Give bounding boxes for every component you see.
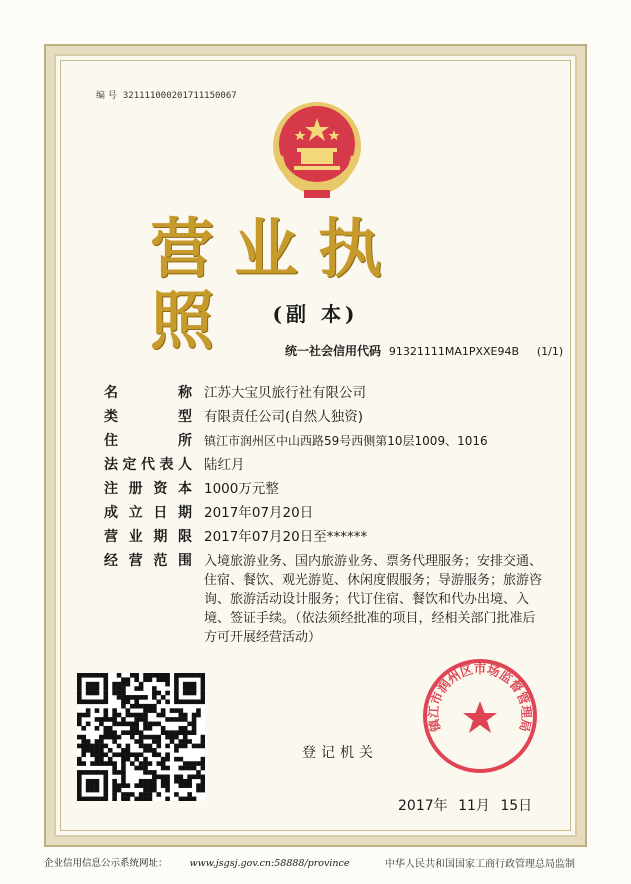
credit-code-value: 91321111MA1PXXE94B: [388, 345, 520, 358]
serial-value: 321111000201711150067: [122, 91, 237, 101]
field-label-capital: [104, 477, 192, 501]
field-row: [104, 381, 544, 405]
document-title: 营业执照: [150, 212, 402, 359]
label-char: 业: [128, 529, 143, 545]
serial-label: 编 号: [96, 91, 117, 101]
registration-authority: 登记机关: [302, 745, 378, 761]
field-label-type: [104, 405, 192, 429]
field-label-legal-rep: [104, 453, 192, 477]
field-label-name: [104, 381, 192, 405]
label-char: 成: [104, 505, 118, 521]
label-char: 注: [104, 481, 118, 497]
label-char: 定: [122, 457, 137, 473]
field-value-scope: 入境旅游业务、国内旅游业务、票务代理服务；安排交通、住宿、餐饮、观光游览、休闲度假服务；导游服务；旅游咨询、旅游活动设计服务；代订住宿、餐饮和代办出境、入境、签证手续。（依法须经批准的项目，经相关部门批准后方可开展经营活动）: [204, 554, 543, 645]
issue-date: 2017年 11月 15日: [398, 798, 533, 814]
label-char: 立: [128, 505, 143, 521]
label-char: 限: [177, 529, 192, 545]
label-char: 经: [104, 553, 118, 569]
footer-website-label: 企业信用信息公示系统网址：: [44, 858, 168, 869]
field-label-established: [104, 501, 192, 525]
field-value-legal-rep: 陆红月: [204, 457, 245, 473]
qr-code-icon[interactable]: [77, 673, 205, 801]
field-value-established: 2017年07月20日: [204, 505, 314, 521]
label-char: 住: [104, 433, 118, 449]
footer-website-url[interactable]: www.jsgsj.gov.cn:58888/province: [189, 858, 350, 869]
label-char: 所: [178, 433, 192, 449]
label-char: 称: [178, 385, 192, 401]
field-row: [104, 549, 544, 647]
field-label-scope: [104, 549, 192, 573]
label-char: 资: [153, 481, 168, 497]
field-row: [104, 477, 544, 501]
field-row: [104, 501, 544, 525]
field-row: [104, 525, 544, 549]
label-char: 名: [104, 385, 118, 401]
label-char: 代: [141, 457, 155, 473]
footer-supervisor: 中华人民共和国国家工商行政管理总局监制: [385, 859, 575, 870]
field-row: [104, 405, 544, 429]
field-label-term: [104, 525, 192, 549]
field-value-name: 江苏大宝贝旅行社有限公司: [204, 385, 366, 401]
label-char: 范: [153, 553, 168, 569]
official-seal-icon: [421, 657, 539, 775]
license-fields: [104, 381, 544, 647]
page-indicator: (1/1): [536, 345, 564, 358]
credit-code-label: 统一社会信用代码: [285, 344, 382, 358]
label-char: 营: [128, 553, 143, 569]
label-char: 围: [177, 553, 192, 569]
label-char: 册: [128, 481, 143, 497]
field-value-term: 2017年07月20日至******: [204, 529, 368, 545]
label-char: 营: [104, 529, 118, 545]
label-char: 型: [178, 409, 192, 425]
field-value-address: 镇江市润州区中山西路59号西侧第10层1009、1016: [204, 434, 488, 448]
label-char: 期: [177, 505, 192, 521]
footer-website: [44, 855, 349, 869]
serial-number: [96, 88, 237, 101]
label-char: 法: [104, 457, 118, 473]
label-char: 类: [104, 409, 118, 425]
field-row: [104, 453, 544, 477]
label-char: 本: [177, 481, 192, 497]
credit-code-line: [285, 342, 563, 359]
field-value-capital: 1000万元整: [204, 481, 279, 497]
label-char: 人: [178, 457, 192, 473]
svg-text:镇江市润州区市场监督管理局: 镇江市润州区市场监督管理局: [425, 661, 535, 734]
field-row: [104, 429, 544, 453]
label-char: 期: [153, 529, 168, 545]
document-subtitle: (副 本): [272, 302, 359, 326]
label-char: 日: [153, 505, 168, 521]
field-label-address: [104, 429, 192, 453]
national-emblem-icon: [266, 96, 368, 200]
label-char: 表: [159, 457, 174, 473]
field-value-type: 有限责任公司(自然人独资): [204, 409, 364, 425]
